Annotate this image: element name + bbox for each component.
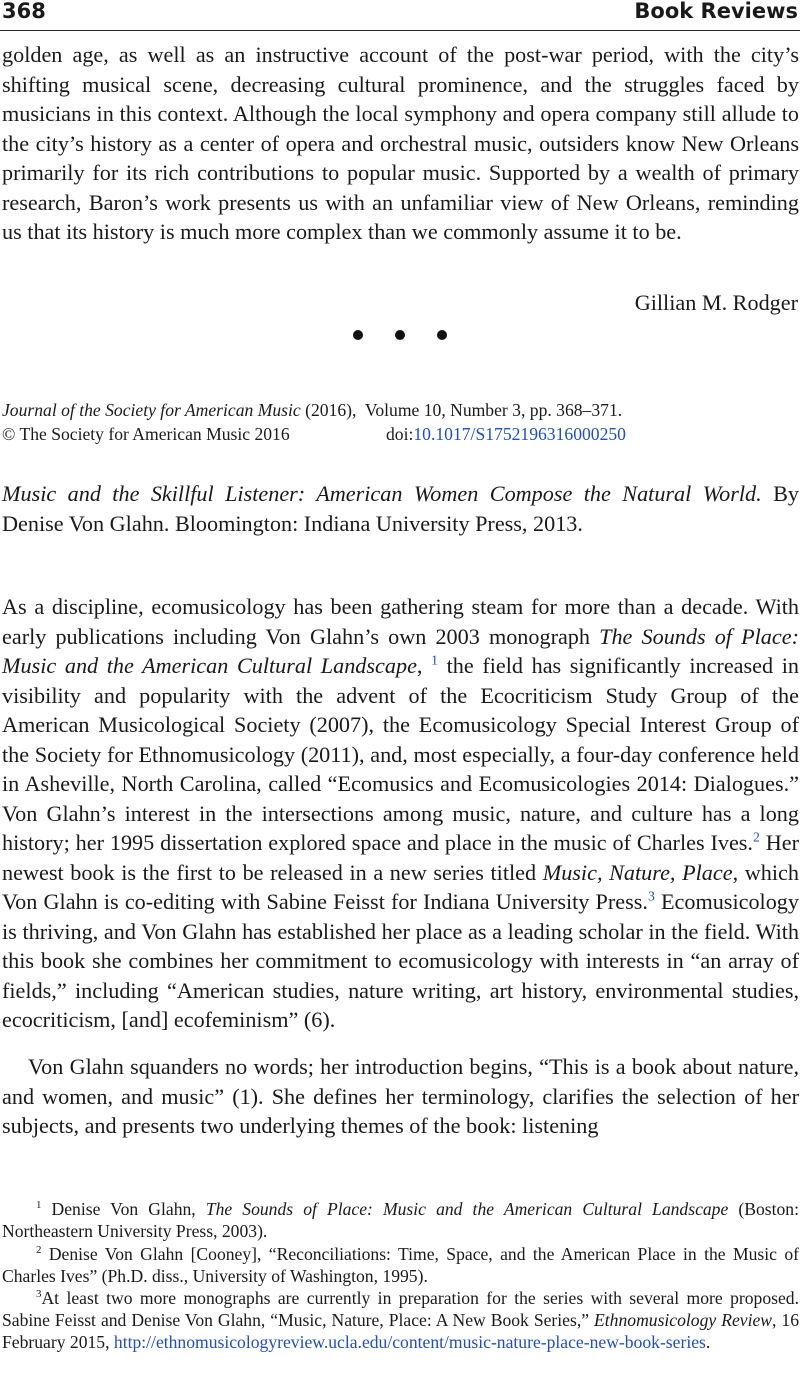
section-separator: [0, 320, 800, 347]
footnote-1: $^1$ Denise Von Glahn, The Sounds of Place: Music and the American Cultural Landscape (Boston: Northeastern University Press, 2003).: [2, 1199, 799, 1241]
reviewer-signature: Gillian M. Rodger: [634, 290, 798, 315]
citation-volume: Volume 10, Number 3, pp. 368–371.: [364, 400, 623, 420]
cited-title: The Sounds of Place: Music and the American Cultural Landscape: [2, 623, 799, 678]
doi-link[interactable]: 10.1017/S1752196316000250: [413, 424, 626, 444]
citation-year: (2016),: [305, 400, 357, 420]
copyright-notice: © The Society for American Music 2016: [2, 424, 290, 444]
footnote-2: $^2$ Denise Von Glahn [Cooney], “Reconciliations: Time, Space, and the American Place in the Music of Charles Ives” (Ph.D. diss., University of Washington, 1995).: [2, 1244, 799, 1286]
footnote-ref-1[interactable]: 1: [431, 652, 438, 668]
page-number: 368: [2, 0, 46, 23]
review-paragraph-2: Von Glahn squanders no words; her introduction begins, “This is a book about nature, and women, and music” (1). She defines her terminology, clarifies the selection of her subjects, and presents two underlying themes of the book: listening: [2, 1054, 799, 1138]
review-paragraph-1: As a discipline, ecomusicology has been gathering steam for more than a decade. With early publications including Von Glahn’s own 2003 monograph The Sounds of Place: Music and the American Cultural Landscape, $^1$ the field has significantly increased in visibility and popularity with the advent of the Ecocriticism Study Group of the American Musicological Society (2007), the Ecomusicology Special Interest Group of the Society for Ethnomusicology (2011), and, most especially, a four-day conference held in Asheville, North Carolina, called “Ecomusics and Ecomusicologies 2014: Dialogues.” Von Glahn’s interest in the intersections among music, nature, and culture has a long history; her 1995 dissertation explored space and place in the music of Charles Ives.$^2$ Her newest book is the first to be released in a new series titled Music, Nature, Place, which Von Glahn is co-editing with Sabine Feisst for Indiana University Press.$^3$ Ecomusicology is thriving, and Von Glahn has established her place as a leading scholar in the field. With this book she combines her commitment to ecomusicology with interests in “an array of fields,” including “American studies, nature writing, art history, environmental studies, ecocriticism, [and] ecofeminism” (6).: [2, 594, 799, 1032]
citation-line-1: [2, 398, 622, 422]
book-citation: [2, 479, 799, 538]
running-header: [0, 0, 800, 31]
section-title: Book Reviews: [634, 0, 798, 23]
book-title: Music and the Skillful Listener: American Women Compose the Natural World.: [2, 481, 762, 506]
previous-review-paragraph: golden age, as well as an instructive account of the post-war period, with the city’s shifting musical scene, decreasing cultural prominence, and the struggles faced by musicians in this context. Although the local symphony and opera company still allude to the city’s history as a center of opera and orchestral music, outsiders know New Orleans primarily for its rich contributions to popular music. Supported by a wealth of primary research, Baron’s work presents us with an unfamiliar view of New Orleans, reminding us that its history is much more complex than we commonly assume it to be.: [2, 42, 799, 244]
journal-name: Journal of the Society for American Music: [2, 400, 301, 420]
footnote-3: $^3$At least two more monographs are currently in preparation for the series with several more proposed. Sabine Feisst and Denise Von Glahn, “Music, Nature, Place: A New Book Series,” Ethnomusicology Review, 16 February 2015, http://ethnomusicologyreview.ucla.edu/content/music-nature-place-new-book-series.: [2, 1288, 800, 1352]
series-title: Music, Nature, Place: [542, 859, 733, 885]
doi: doi:10.1017/S1752196316000250: [386, 424, 626, 444]
footnote-url-link[interactable]: http://ethnomusicologyreview.ucla.edu/content/music-nature-place-new-book-series: [113, 1332, 706, 1352]
footnote-ref-3[interactable]: 3: [647, 888, 655, 904]
citation-line-2: [2, 422, 799, 446]
book-details: By Denise Von Glahn. Bloomington: Indiana University Press, 2013.: [2, 481, 800, 536]
footnote-ref-2[interactable]: 2: [752, 829, 760, 845]
